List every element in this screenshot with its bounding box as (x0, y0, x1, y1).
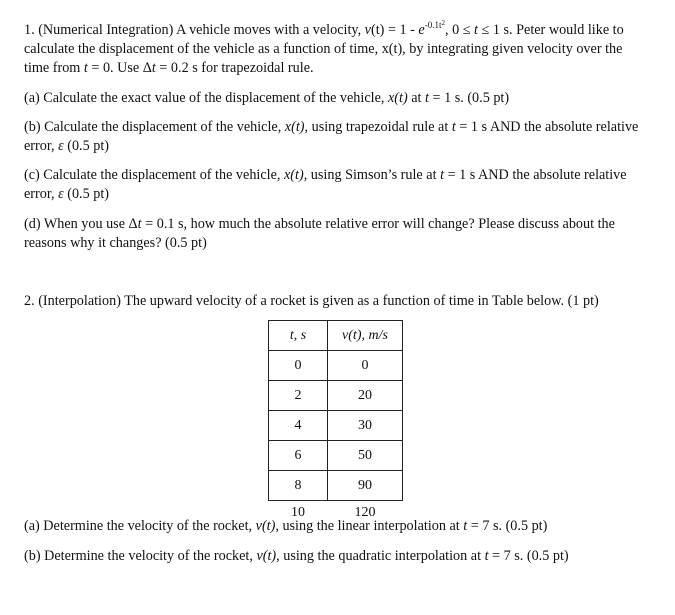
table-row (269, 411, 403, 441)
header-velocity: v(t), m/s (328, 321, 403, 351)
table-row (269, 441, 403, 471)
q1-part-b-line1: (b) Calculate the displacement of the vehicle, x(t), using trapezoidal rule at t = 1 s AND the absolute relative (24, 119, 639, 135)
cell-time: 10 (291, 505, 305, 520)
cell-velocity: 0 (328, 351, 403, 381)
cell-time: 8 (269, 471, 328, 501)
cell-time: 4 (269, 411, 328, 441)
velocity-symbol: v (364, 22, 371, 38)
text: , 0 ≤ (444, 22, 475, 38)
q1-statement-line3: time from t = 0. Use Δt = 0.2 s for trapezoidal rule. (24, 60, 314, 76)
table-row (269, 471, 403, 501)
cell-velocity: 120 (354, 505, 376, 520)
cell-velocity: 30 (328, 411, 403, 441)
cell-velocity: 50 (328, 441, 403, 471)
cell-velocity: 90 (328, 471, 403, 501)
exponent: -0.1t2 (424, 19, 445, 30)
time-symbol: t (474, 22, 478, 38)
q1-part-d-line1: (d) When you use Δt = 0.1 s, how much the absolute relative error will change? Please discuss about the (24, 216, 615, 232)
q1-part-c-line1: (c) Calculate the displacement of the vehicle, x(t), using Simson’s rule at t = 1 s AND the absolute relative (24, 167, 627, 183)
q1-statement-line1 (24, 19, 624, 39)
q1-part-d-line2: reasons why it changes? (0.5 pt) (24, 235, 207, 251)
cell-time: 2 (269, 381, 328, 411)
q1-part-b-line2: error, ε (0.5 pt) (24, 138, 110, 154)
cell-velocity: 20 (328, 381, 403, 411)
exp-base: e (418, 22, 425, 38)
text: 1. (Numerical Integration) A vehicle moves with a velocity, (24, 22, 365, 38)
text: ≤ 1 s. Peter would like to (478, 22, 624, 38)
text: = 1 - (384, 22, 419, 38)
velocity-table (268, 320, 403, 525)
header-time: t, s (269, 321, 328, 351)
table-row (269, 381, 403, 411)
q1-part-a: (a) Calculate the exact value of the displacement of the vehicle, x(t) at t = 1 s. (0.5 pt) (24, 90, 510, 106)
cell-time: 6 (269, 441, 328, 471)
q1-part-c-line2: error, ε (0.5 pt) (24, 186, 110, 202)
q2-part-b: (b) Determine the velocity of the rocket, v(t), using the quadratic interpolation at t = 7 s. (0.5 pt) (24, 548, 569, 564)
table-header-row (269, 321, 403, 351)
q2-intro: 2. (Interpolation) The upward velocity of a rocket is given as a function of time in Table below. (1 pt) (24, 293, 599, 309)
q1-statement-line2: calculate the displacement of the vehicle as a function of time, x(t), by integrating given velocity over the (24, 41, 623, 57)
q2-part-a: (a) Determine the velocity of the rocket, v(t), using the linear interpolation at t = 7 s. (0.5 pt) (24, 518, 548, 534)
text: (t) (370, 22, 385, 38)
table-row (269, 351, 403, 381)
cell-time: 0 (269, 351, 328, 381)
